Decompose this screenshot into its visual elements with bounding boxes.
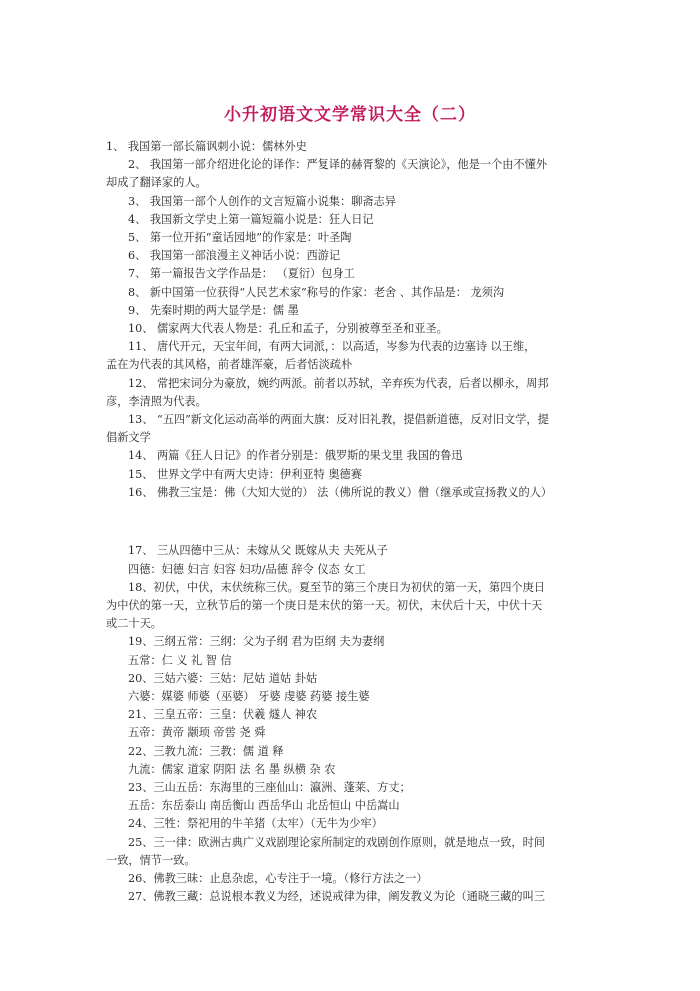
text-line: 孟在为代表的其风格，前者雄浑豪，后者恬淡疏朴 — [106, 358, 353, 372]
text-line: 7、 第一篇报告文学作品是： （夏衍）包身工 — [128, 267, 355, 281]
text-line: 15、 世界文学中有两大史诗：伊利亚特 奥德赛 — [128, 467, 362, 481]
text-line: 却成了翻译家的人。 — [106, 176, 207, 190]
text-line: 四德：妇德 妇言 妇容 妇功/品德 辞令 仪态 女工 — [128, 562, 366, 576]
text-line: 27、佛教三藏：总说根本教义为经，述说戒律为律，阐发教义为论（通晓三藏的叫三 — [128, 890, 545, 904]
text-line: 1、 我国第一部长篇讽刺小说：儒林外史 — [106, 140, 307, 153]
text-line: 26、佛教三昧：止息杂虑，心专注于一境。（修行方法之一） — [128, 872, 428, 886]
text-line: 12、 常把宋词分为豪放，婉约两派。前者以苏轼，辛弃疾为代表，后者以柳永，周邦 — [128, 376, 549, 390]
text-line: 5、 第一位开拓“童话园地”的作家是：叶圣陶 — [128, 231, 352, 245]
text-line: 六婆：媒婆 师婆（巫婆） 牙婆 虔婆 药婆 接生婆 — [128, 690, 370, 704]
text-line: 10、 儒家两大代表人物是：孔丘和孟子，分别被尊至圣和亚圣。 — [128, 322, 448, 336]
text-line: 22、三教九流：三教：儒 道 释 — [128, 744, 284, 758]
text-line: 8、 新中国第一位获得“人民艺术家”称号的作家：老舍 、其作品是： 龙须沟 — [128, 285, 505, 299]
text-line: 11、 唐代开元，天宝年间，有两大词派，：以高适，岑参为代表的边塞诗 以王维， — [128, 340, 536, 354]
blank-line — [106, 513, 596, 531]
text-line: 4、 我国新文学史上第一篇短篇小说是：狂人日记 — [128, 212, 374, 226]
text-line: 2、 我国第一部介绍进化论的译作：严复译的赫胥黎的《天演论》，他是一个由不懂外 — [128, 158, 548, 172]
text-line: 21、三皇五帝：三皇：伏羲 燧人 神农 — [128, 708, 318, 722]
text-line: 五常：仁 义 礼 智 信 — [128, 653, 232, 667]
text-line: 14、 两篇《狂人日记》的作者分别是：俄罗斯的果戈里 我国的鲁迅 — [128, 449, 463, 463]
text-line: 16、 佛教三宝是：佛（大知大觉的） 法（佛所说的教义）僧（继承或宣扬教义的人） — [128, 485, 553, 499]
text-line: 一致，情节一致。 — [106, 853, 196, 867]
text-line: 25、三一律：欧洲古典广义戏剧理论家所制定的戏剧创作原则，就是地点一致，时间 — [128, 835, 545, 849]
text-line: 倡新文学 — [106, 431, 151, 445]
document-title: 小升初语文文学常识大全（二） — [224, 105, 476, 125]
text-line: 九流：儒家 道家 阴阳 法 名 墨 纵横 杂 农 — [128, 762, 336, 776]
text-line: 或二十天。 — [106, 617, 162, 631]
text-line: 6、 我国第一部浪漫主义神话小说：西游记 — [128, 249, 341, 263]
text-line: 五岳：东岳泰山 南岳衡山 西岳华山 北岳恒山 中岳嵩山 — [128, 799, 400, 813]
text-line: 20、三姑六婆：三姑：尼姑 道姑 卦姑 — [128, 671, 318, 685]
text-line: 9、 先秦时期的两大显学是：儒 墨 — [128, 303, 299, 317]
text-line: 18、初伏，中伏，末伏统称三伏。夏至节的第三个庚日为初伏的第一天，第四个庚日 — [128, 580, 545, 594]
document-body — [106, 138, 596, 907]
text-line: 19、三纲五常：三纲：父为子纲 君为臣纲 夫为妻纲 — [128, 635, 385, 649]
text-line: 13、 “五四”新文化运动高举的两面大旗：反对旧礼教，提倡新道德，反对旧文学，提 — [128, 413, 549, 427]
text-line: 五帝：黄帝 颛顼 帝喾 尧 舜 — [128, 726, 266, 740]
text-line: 17、 三从四德中三从：未嫁从父 既嫁从夫 夫死从子 — [128, 544, 388, 558]
text-line: 23、三山五岳：东海里的三座仙山：瀛洲、蓬莱、方丈； — [128, 781, 411, 795]
text-line: 为中伏的第一天，立秋节后的第一个庚日是末伏的第一天。初伏，末伏后十天，中伏十天 — [106, 599, 543, 613]
text-line: 24、三牲：祭祀用的牛羊猪（太牢）（无牛为少牢） — [128, 817, 383, 831]
text-line: 彦，李清照为代表。 — [106, 394, 207, 408]
text-line: 3、 我国第一部个人创作的文言短篇小说集：聊斋志异 — [128, 194, 396, 208]
